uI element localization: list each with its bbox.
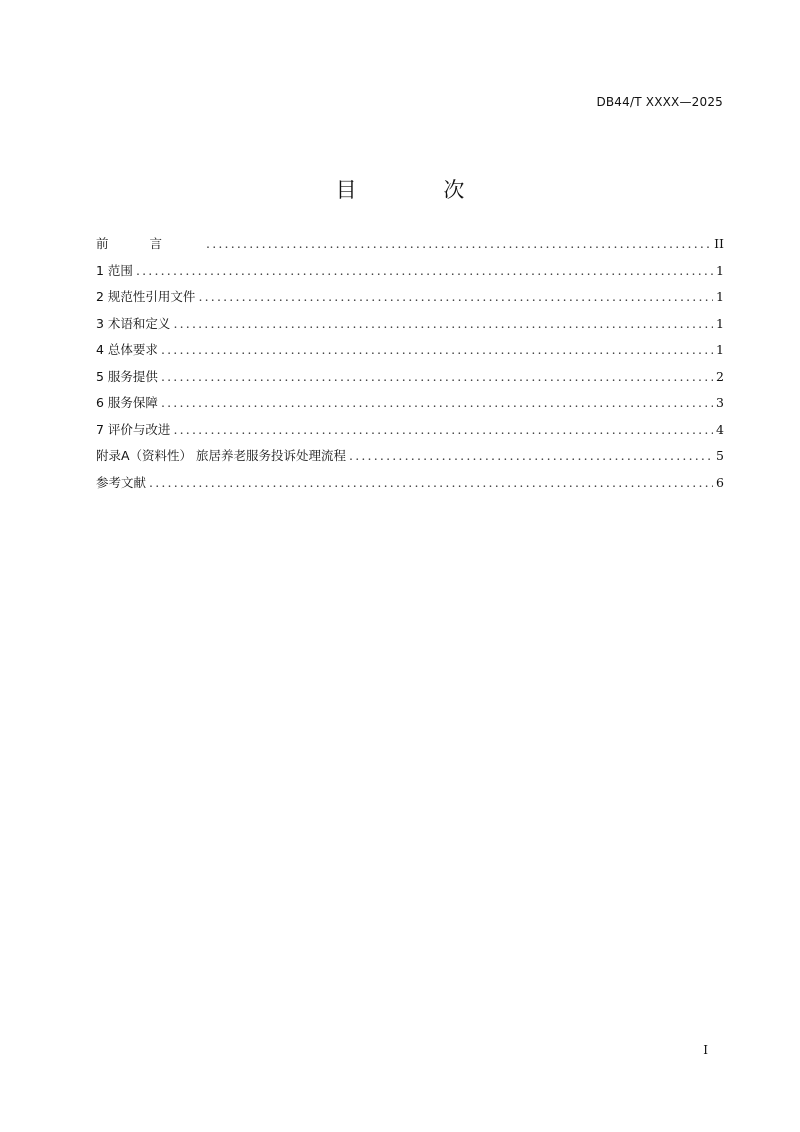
toc-dot-leader: [161, 368, 713, 385]
toc-dot-leader: [198, 288, 713, 305]
toc-entry-page: II: [714, 236, 724, 251]
toc-dot-leader: [161, 341, 713, 358]
toc-dot-leader: [149, 474, 713, 491]
toc-entry-service-assurance[interactable]: [96, 394, 724, 421]
toc-entry-page: 6: [716, 474, 724, 490]
toc-entry-label: 5 服务提供: [96, 368, 158, 384]
toc-entry-label: 2 规范性引用文件: [96, 289, 196, 304]
toc-entry-label: 1 范围: [96, 262, 133, 278]
toc-entry-appendix-a[interactable]: [96, 447, 724, 474]
toc-entry-label: 6 服务保障: [96, 395, 158, 410]
toc-entry-page: 1: [716, 262, 724, 278]
toc-title: 目 次: [335, 178, 505, 202]
toc-entry-page: 4: [716, 421, 724, 437]
toc-entry-general-requirements[interactable]: [96, 341, 724, 368]
toc-entry-label: 参考文献: [96, 474, 147, 490]
toc-entry-evaluation-improvement[interactable]: [96, 421, 724, 448]
toc-dot-leader: [206, 235, 711, 252]
toc-entry-page: 5: [716, 448, 724, 463]
toc-entry-label: 附录A（资料性） 旅居养老服务投诉处理流程: [96, 448, 347, 463]
toc-entry-foreword[interactable]: [96, 235, 724, 262]
toc-entry-normative-references[interactable]: [96, 288, 724, 315]
toc-entry-page: 2: [716, 368, 724, 384]
toc-dot-leader: [173, 315, 713, 332]
document-code: DB44/T XXXX—2025: [596, 95, 723, 109]
toc-dot-leader: [173, 421, 713, 438]
toc-entry-page: 1: [716, 342, 724, 357]
toc-entry-label: 3 术语和定义: [96, 315, 171, 331]
toc-entry-terms-definitions[interactable]: [96, 315, 724, 342]
toc-entry-label: 前言: [96, 236, 204, 251]
toc-entry-scope[interactable]: [96, 262, 724, 289]
toc-dot-leader: [161, 394, 713, 411]
toc-entry-service-provision[interactable]: [96, 368, 724, 395]
toc-entry-bibliography[interactable]: [96, 474, 724, 501]
table-of-contents: [96, 235, 724, 500]
toc-entry-label: 4 总体要求: [96, 342, 158, 357]
toc-entry-page: 3: [716, 395, 724, 410]
toc-entry-page: 1: [716, 315, 724, 331]
toc-dot-leader: [136, 262, 713, 279]
toc-entry-page: 1: [716, 289, 724, 304]
toc-dot-leader: [349, 447, 713, 464]
page-number: I: [703, 1043, 708, 1057]
toc-entry-label: 7 评价与改进: [96, 421, 171, 437]
